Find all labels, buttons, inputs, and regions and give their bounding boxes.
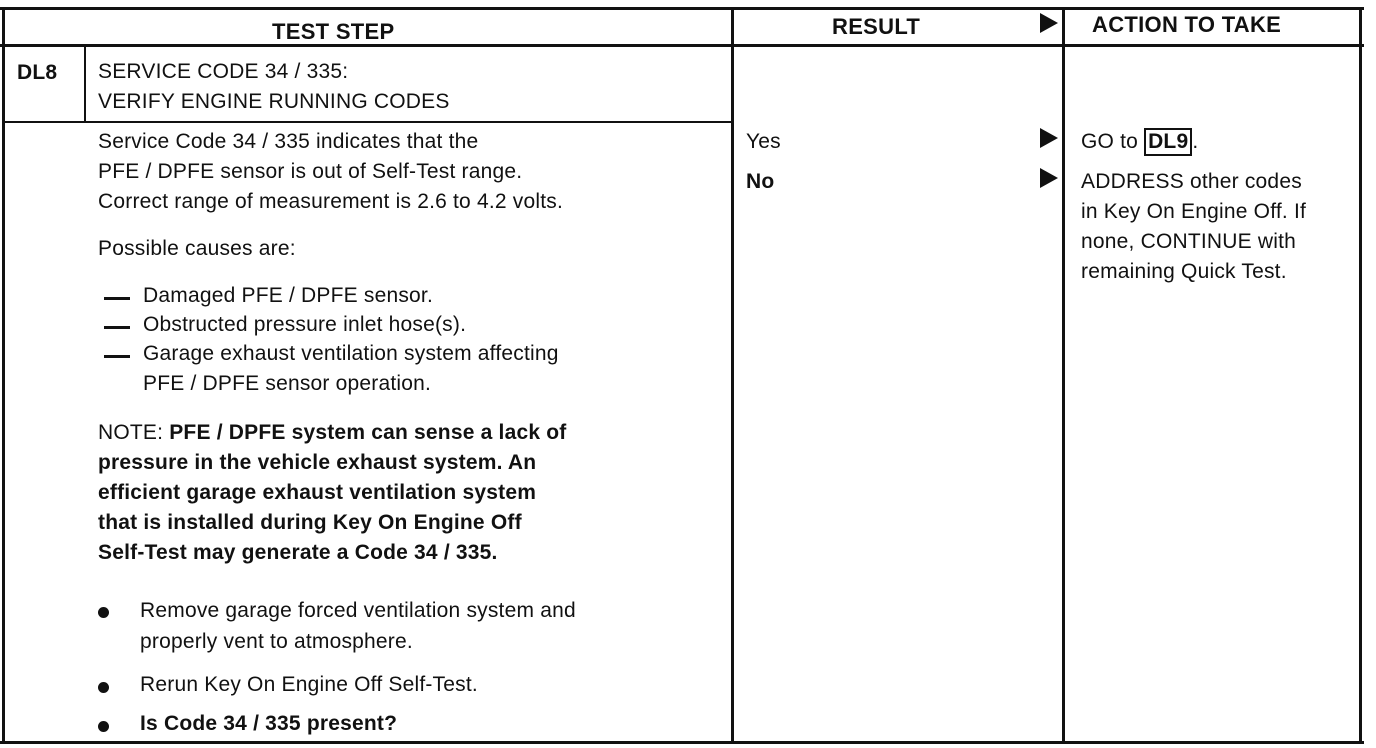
result-no-arrow-icon <box>1040 168 1058 188</box>
step-id: DL8 <box>17 61 58 84</box>
intro-line-3: Correct range of measurement is 2.6 to 4.2 volts. <box>98 190 564 213</box>
header-test-step: TEST STEP <box>272 19 395 44</box>
intro-line-1: Service Code 34 / 335 indicates that the <box>98 130 479 153</box>
dash-icon <box>104 355 130 358</box>
intro-line-2: PFE / DPFE sensor is out of Self-Test range. <box>98 160 523 183</box>
column-divider-result <box>731 8 734 744</box>
action-yes-prefix: GO to <box>1081 130 1145 153</box>
step-title-bottom-border <box>2 121 733 123</box>
bullet-icon <box>98 721 109 732</box>
bullet-item: Rerun Key On Engine Off Self-Test. <box>140 673 478 696</box>
result-no: No <box>746 170 775 193</box>
header-arrow-icon <box>1040 13 1058 33</box>
cause-item: Garage exhaust ventilation system affecting <box>143 342 559 365</box>
bullet-icon <box>98 682 109 693</box>
bullet-item: Remove garage forced ventilation system and <box>140 599 576 622</box>
action-no-line-1: ADDRESS other codes <box>1081 170 1302 193</box>
step-id-divider <box>84 45 86 123</box>
action-no-line-2: in Key On Engine Off. If <box>1081 200 1307 223</box>
step-title-line1: SERVICE CODE 34 / 335: <box>98 60 349 83</box>
note-line-4: that is installed during Key On Engine Off <box>98 511 522 534</box>
cause-item: Damaged PFE / DPFE sensor. <box>143 284 433 307</box>
header-action: ACTION TO TAKE <box>1092 12 1282 37</box>
action-no-line-4: remaining Quick Test. <box>1081 260 1287 283</box>
note-text: PFE / DPFE system can sense a lack of <box>169 421 567 444</box>
dash-icon <box>104 297 130 300</box>
header-result: RESULT <box>832 14 921 39</box>
result-yes: Yes <box>746 130 781 153</box>
table-top-border <box>0 7 1364 10</box>
table-left-border <box>2 8 5 744</box>
note-line-1 <box>98 418 566 448</box>
step-reference-dl9: DL9 <box>1144 128 1192 156</box>
table-bottom-border <box>0 741 1364 744</box>
step-title-line2: VERIFY ENGINE RUNNING CODES <box>98 90 450 113</box>
action-yes <box>1081 127 1198 157</box>
result-yes-arrow-icon <box>1040 128 1058 148</box>
action-yes-suffix: . <box>1192 130 1199 153</box>
header-bottom-border <box>0 44 1364 47</box>
dash-icon <box>104 326 130 329</box>
action-no-line-3: none, CONTINUE with <box>1081 230 1297 253</box>
column-divider-action <box>1062 8 1065 744</box>
note-line-3: efficient garage exhaust ventilation system <box>98 481 537 504</box>
bullet-icon <box>98 607 109 618</box>
note-line-5: Self-Test may generate a Code 34 / 335. <box>98 541 498 564</box>
note-line-2: pressure in the vehicle exhaust system. An <box>98 451 537 474</box>
bullet-item-question: Is Code 34 / 335 present? <box>140 712 398 735</box>
causes-heading: Possible causes are: <box>98 237 296 260</box>
cause-item: Obstructed pressure inlet hose(s). <box>143 313 467 336</box>
table-right-border <box>1359 8 1362 744</box>
cause-item-continued: PFE / DPFE sensor operation. <box>143 372 432 395</box>
bullet-item-continued: properly vent to atmosphere. <box>140 630 413 653</box>
note-prefix: NOTE: <box>98 421 170 444</box>
